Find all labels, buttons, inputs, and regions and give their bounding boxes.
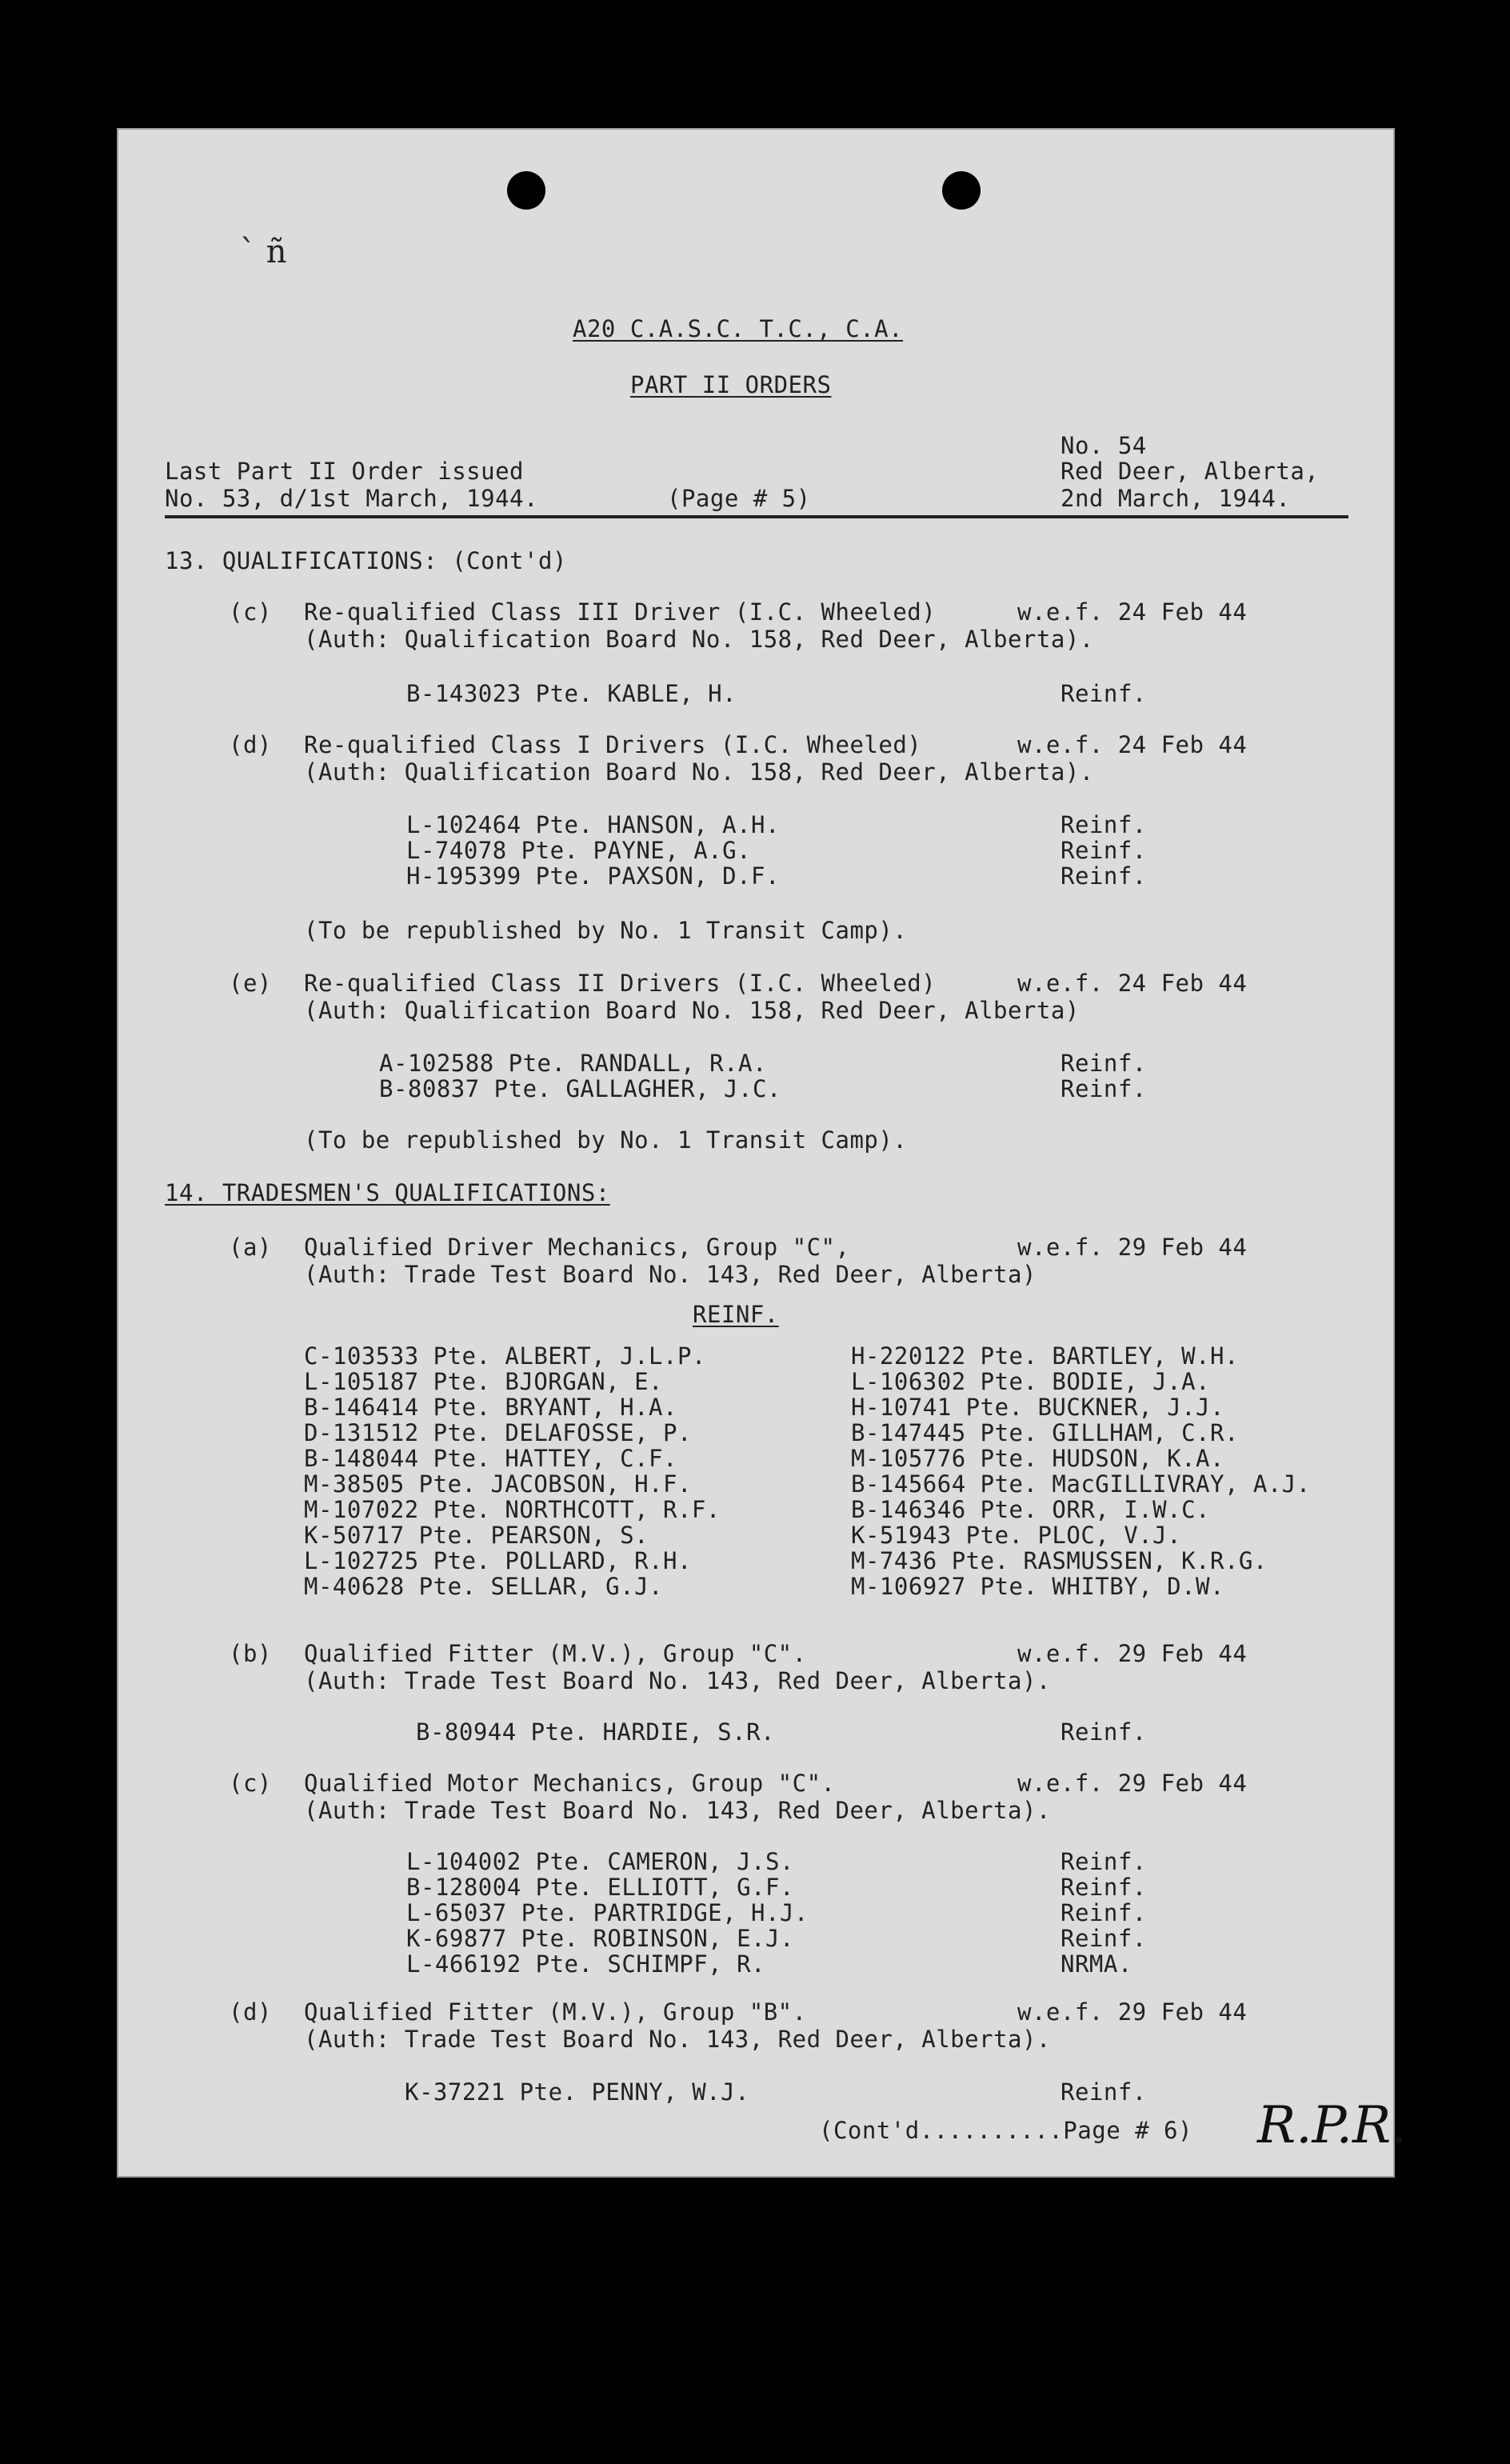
personnel-entry: M-7436 Pte. RASMUSSEN, K.R.G. (851, 1547, 1268, 1574)
authority-line: (Auth: Trade Test Board No. 143, Red Deer, Alberta). (304, 2026, 1051, 2053)
personnel-entry: B-145664 Pte. MacGILLIVRAY, A.J. (851, 1470, 1311, 1498)
item-description: Qualified Fitter (M.V.), Group "C". (304, 1640, 807, 1667)
item-letter: (b) (229, 1640, 272, 1667)
continued-note: (Cont'd..........Page # 6) (819, 2117, 1192, 2144)
section-13-title: 13. QUALIFICATIONS: (Cont'd) (165, 547, 567, 574)
authority-line: (Auth: Qualification Board No. 158, Red Deer, Alberta). (304, 626, 1094, 653)
item-description: Re-qualified Class II Drivers (I.C. Wheeled) (304, 970, 937, 997)
personnel-entry: L-65037 Pte. PARTRIDGE, H.J. (406, 1899, 809, 1926)
effective-date: w.e.f. 29 Feb 44 (1017, 1234, 1248, 1261)
republish-note: (To be republished by No. 1 Transit Camp). (304, 917, 908, 944)
effective-date: w.e.f. 24 Feb 44 (1017, 731, 1248, 758)
personnel-entry: L-105187 Pte. BJORGAN, E. (304, 1368, 663, 1395)
order-number: No. 54 (1061, 432, 1147, 459)
personnel-entry: B-143023 Pte. KABLE, H. (406, 680, 737, 707)
punch-hole (507, 171, 545, 210)
personnel-status: Reinf. (1061, 811, 1147, 838)
effective-date: w.e.f. 29 Feb 44 (1017, 1770, 1248, 1797)
location: Red Deer, Alberta, (1061, 458, 1320, 485)
effective-date: w.e.f. 29 Feb 44 (1017, 1640, 1248, 1667)
authority-line: (Auth: Qualification Board No. 158, Red Deer, Alberta). (304, 758, 1094, 786)
personnel-status: Reinf. (1061, 837, 1147, 864)
personnel-status: Reinf. (1061, 1050, 1147, 1077)
personnel-entry: A-102588 Pte. RANDALL, R.A. (379, 1050, 767, 1077)
personnel-entry: L-466192 Pte. SCHIMPF, R. (406, 1950, 765, 1978)
personnel-entry: D-131512 Pte. DELAFOSSE, P. (304, 1419, 692, 1446)
personnel-entry: K-37221 Pte. PENNY, W.J. (405, 2078, 750, 2106)
personnel-status: Reinf. (1061, 1874, 1147, 1901)
personnel-entry: H-220122 Pte. BARTLEY, W.H. (851, 1342, 1239, 1370)
personnel-entry: M-40628 Pte. SELLAR, G.J. (304, 1573, 663, 1600)
page-number: (Page # 5) (667, 485, 811, 512)
item-description: Qualified Driver Mechanics, Group "C", (304, 1234, 850, 1261)
personnel-entry: B-80837 Pte. GALLAGHER, J.C. (379, 1075, 781, 1102)
personnel-status: Reinf. (1061, 1075, 1147, 1102)
personnel-status: NRMA. (1061, 1950, 1132, 1978)
personnel-status: Reinf. (1061, 1925, 1147, 1952)
subheading-reinf: REINF. (693, 1301, 779, 1328)
item-letter: (c) (229, 1770, 272, 1797)
personnel-entry: M-106927 Pte. WHITBY, D.W. (851, 1573, 1224, 1600)
item-letter: (e) (229, 970, 272, 997)
personnel-status: Reinf. (1061, 1718, 1147, 1746)
personnel-entry: L-74078 Pte. PAYNE, A.G. (406, 837, 752, 864)
authority-line: (Auth: Trade Test Board No. 143, Red Deer, Alberta) (304, 1261, 1037, 1288)
personnel-entry: L-102464 Pte. HANSON, A.H. (406, 811, 780, 838)
item-description: Re-qualified Class III Driver (I.C. Wheeled) (304, 598, 937, 626)
personnel-entry: L-104002 Pte. CAMERON, J.S. (406, 1848, 794, 1875)
header-rule (165, 515, 1348, 518)
personnel-status: Reinf. (1061, 680, 1147, 707)
authority-line: (Auth: Trade Test Board No. 143, Red Deer, Alberta). (304, 1797, 1051, 1824)
item-description: Qualified Motor Mechanics, Group "C". (304, 1770, 836, 1797)
item-letter: (c) (229, 598, 272, 626)
unit-heading: A20 C.A.S.C. T.C., C.A. (573, 315, 904, 342)
last-order-line2: No. 53, d/1st March, 1944. (165, 485, 538, 512)
section-14-title: 14. TRADESMEN'S QUALIFICATIONS: (165, 1179, 610, 1206)
effective-date: w.e.f. 29 Feb 44 (1017, 1998, 1248, 2026)
authority-line: (Auth: Trade Test Board No. 143, Red Deer, Alberta). (304, 1667, 1051, 1694)
personnel-entry: K-51943 Pte. PLOC, V.J. (851, 1522, 1182, 1549)
personnel-entry: B-80944 Pte. HARDIE, S.R. (416, 1718, 775, 1746)
personnel-entry: B-146414 Pte. BRYANT, H.A. (304, 1394, 677, 1421)
personnel-entry: H-10741 Pte. BUCKNER, J.J. (851, 1394, 1224, 1421)
personnel-status: Reinf. (1061, 2078, 1147, 2106)
personnel-entry: L-102725 Pte. POLLARD, R.H. (304, 1547, 692, 1574)
personnel-entry: B-128004 Pte. ELLIOTT, G.F. (406, 1874, 794, 1901)
personnel-entry: C-103533 Pte. ALBERT, J.L.P. (304, 1342, 706, 1370)
item-description: Re-qualified Class I Drivers (I.C. Wheeled) (304, 731, 922, 758)
item-letter: (a) (229, 1234, 272, 1261)
personnel-status: Reinf. (1061, 862, 1147, 890)
effective-date: w.e.f. 24 Feb 44 (1017, 970, 1248, 997)
personnel-entry: B-148044 Pte. HATTEY, C.F. (304, 1445, 677, 1472)
handwritten-initials: R.P.R. (1257, 2096, 1408, 2155)
item-letter: (d) (229, 731, 272, 758)
part-heading: PART II ORDERS (630, 371, 832, 398)
personnel-entry: M-107022 Pte. NORTHCOTT, R.F. (304, 1496, 721, 1523)
personnel-entry: L-106302 Pte. BODIE, J.A. (851, 1368, 1210, 1395)
pen-mark: ` ñ (240, 234, 287, 270)
personnel-status: Reinf. (1061, 1899, 1147, 1926)
personnel-entry: M-38505 Pte. JACOBSON, H.F. (304, 1470, 692, 1498)
personnel-entry: K-69877 Pte. ROBINSON, E.J. (406, 1925, 794, 1952)
personnel-entry: B-147445 Pte. GILLHAM, C.R. (851, 1419, 1239, 1446)
personnel-status: Reinf. (1061, 1848, 1147, 1875)
personnel-entry: B-146346 Pte. ORR, I.W.C. (851, 1496, 1210, 1523)
republish-note: (To be republished by No. 1 Transit Camp). (304, 1126, 908, 1154)
personnel-entry: H-195399 Pte. PAXSON, D.F. (406, 862, 780, 890)
item-description: Qualified Fitter (M.V.), Group "B". (304, 1998, 807, 2026)
order-date: 2nd March, 1944. (1061, 485, 1291, 512)
last-order-line1: Last Part II Order issued (165, 458, 524, 485)
personnel-entry: M-105776 Pte. HUDSON, K.A. (851, 1445, 1224, 1472)
effective-date: w.e.f. 24 Feb 44 (1017, 598, 1248, 626)
punch-hole (942, 171, 981, 210)
item-letter: (d) (229, 1998, 272, 2026)
authority-line: (Auth: Qualification Board No. 158, Red Deer, Alberta) (304, 997, 1080, 1024)
personnel-entry: K-50717 Pte. PEARSON, S. (304, 1522, 649, 1549)
